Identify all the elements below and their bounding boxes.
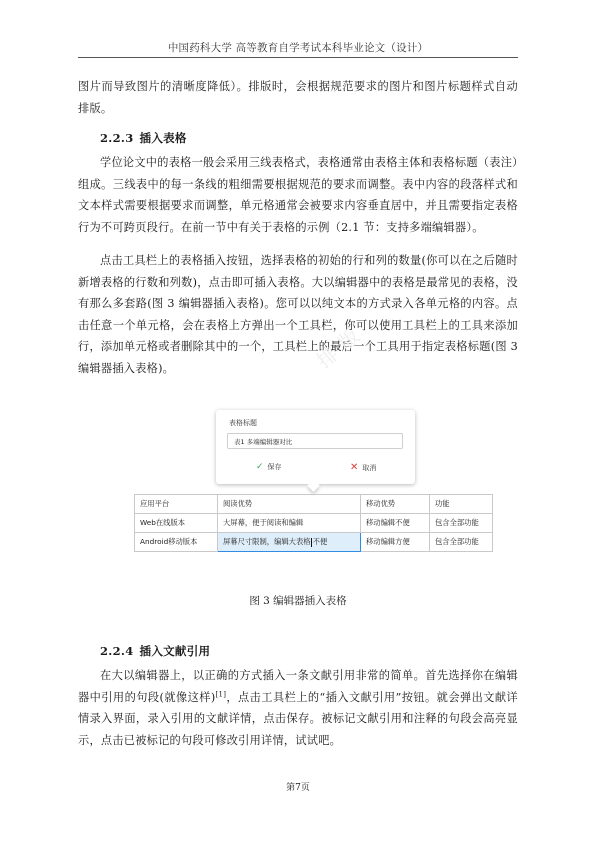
table-cell[interactable]: 包含全部功能 xyxy=(430,533,493,552)
table-cell[interactable]: 阅读优势 xyxy=(218,495,361,514)
section-heading-insert-table xyxy=(100,130,187,146)
paragraph-insert-table-steps: 点击工具栏上的表格插入按钮，选择表格的初始的行和列的数量(你可以在之后随时新增表格的行数和列数)，点击即可插入表格。大以编辑器中的表格是最常见的表格，没有那么多套路(图 3 编辑器插入表格)。您可以以纯文本的方式录入各单元格的内容。点击任意一个单元格，会在表格上方弹出一个工具栏，你可以使用工具栏上的工具来添加行，添加单元格或者删除其中的一个，工具栏上的最后一个工具用于指定表格标题(图 3 编辑器插入表格)。 xyxy=(78,254,518,375)
paragraph-three-line-table: 学位论文中的表格一般会采用三线表格式，表格通常由表格主体和表格标题（表注）组成。三线表中的每一条线的粗细需要根据规范的要求而调整。表中内容的段落样式和文本样式需要根据要求而调整，单元格通常会被要求内容垂直居中，并且需要指定表格行为不可跨页段行。在前一节中有关于表格的示例（2.1 节：支持多端编辑器）。 xyxy=(78,156,518,234)
close-icon: ✕ xyxy=(350,462,359,473)
cell-text: 不便 xyxy=(312,537,328,546)
figure-caption: 图 3 编辑器插入表格 xyxy=(249,595,347,607)
cancel-button[interactable] xyxy=(350,462,376,473)
table-cell[interactable]: 移动编辑不便 xyxy=(361,514,430,533)
save-label: 保存 xyxy=(267,463,282,471)
paragraph-insert-citation xyxy=(78,665,518,751)
table-cell[interactable]: 移动优势 xyxy=(361,495,430,514)
section-number: 2.2.4 xyxy=(100,644,134,658)
table-row xyxy=(135,533,493,552)
table-cell[interactable]: 应用平台 xyxy=(135,495,218,514)
section-heading-insert-citation xyxy=(100,643,210,659)
table-cell[interactable]: Web在线版本 xyxy=(135,514,218,533)
citation-marker[interactable]: [1] xyxy=(215,689,227,698)
paragraph-text: ，点击工具栏上的“插入文献引用”按钮。就会弹出文献详情录入界面，录入引用的文献详情，点击保存。被标记文献引用和注释的句段会高亮显示，点击已被标记的句段可修改引用详情，试试吧。 xyxy=(78,690,518,747)
paragraph-text: 在大以编辑器上，以正确的方式插入一条文献引用非常的简单。首先选择你在编辑器中引用的句段(就像这样) xyxy=(78,669,518,704)
table-row xyxy=(135,514,493,533)
section-title: 插入表格 xyxy=(139,131,187,145)
table-caption-popup xyxy=(216,410,415,484)
cancel-label: 取消 xyxy=(362,463,377,472)
save-button[interactable] xyxy=(256,462,282,472)
table-header-row xyxy=(135,495,493,514)
table-cell[interactable]: 大屏幕，便于阅读和编辑 xyxy=(218,514,361,533)
section-number: 2.2.3 xyxy=(100,131,134,145)
paragraph-continued: 图片而导致图片的清晰度降低）。排版时，会根据规范要求的图片和图片标题样式自动排版。 xyxy=(78,80,518,115)
header-rule xyxy=(78,57,518,58)
page-header: 中国药科大学 高等教育自学考试本科毕业论文（设计） xyxy=(167,42,429,54)
table-cell-selected[interactable] xyxy=(218,533,361,552)
table-cell[interactable]: 功能 xyxy=(430,495,493,514)
section-title: 插入文献引用 xyxy=(139,644,211,658)
check-icon: ✓ xyxy=(256,462,264,472)
watermark: 排版 xyxy=(311,318,371,373)
cell-text: 屏幕尺寸限制，编辑大表格 xyxy=(223,537,311,546)
table-cell[interactable]: 包含全部功能 xyxy=(430,514,493,533)
table-cell[interactable]: Android移动版本 xyxy=(135,533,218,552)
table-caption-input[interactable]: 表1 多端编辑器对比 xyxy=(227,433,403,449)
popup-title: 表格标题 xyxy=(229,419,257,427)
comparison-table xyxy=(134,494,493,552)
page-number: 第7页 xyxy=(286,783,310,793)
table-cell[interactable]: 移动编辑方便 xyxy=(361,533,430,552)
